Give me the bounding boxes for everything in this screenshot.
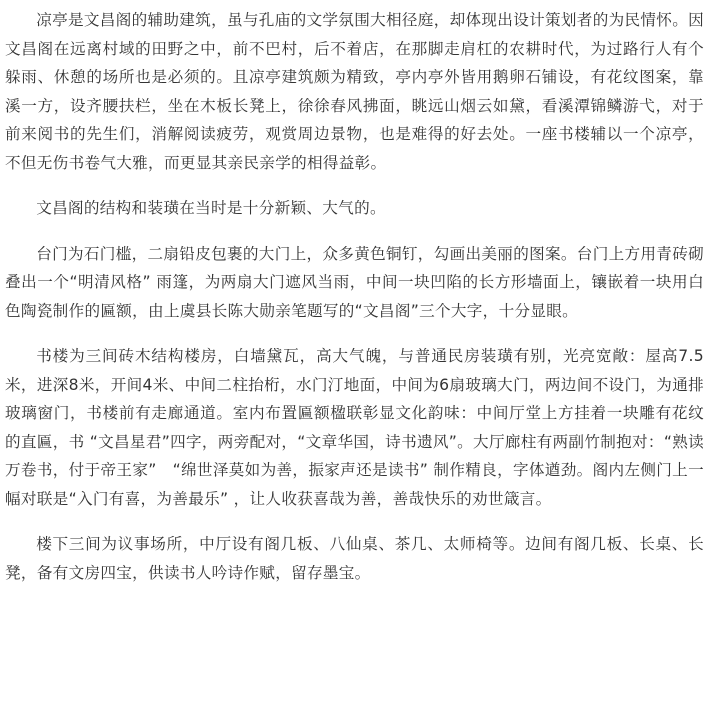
paragraph-structure-intro: 文昌阁的结构和装璜在当时是十分新颖、大气的。 [36, 199, 386, 217]
paragraph-gate: 台门为石门槛，二扇铅皮包裹的大门上，众多黄色铜钉，勾画出美丽的图案。台门上方用青砖砌叠出一个“明清风格” 雨篷，为两扇大门遮风当雨，中间一块凹陷的长方形墙面上，镶嵌着一块用白色陶瓷制作的匾额，由上虞县长陈大勋亲笔题写的“文昌阁”三个大字，十分显眼。 [5, 244, 704, 320]
paragraph-ground-floor: 楼下三间为议事场所，中厅设有阁几板、八仙桌、茶几、太师椅等。边间有阁几板、长桌、长凳，备有文房四宝，供读书人吟诗作赋，留存墨宝。 [5, 535, 704, 582]
paragraph-library-building: 书楼为三间砖木结构楼房，白墙黛瓦，高大气魄，与普通民房装璜有别，光亮宽敞：屋高7.5米，进深8米，开间4米、中间二柱抬桁，水门汀地面，中间为6扇玻璃大门，两边间不设门，为通排玻璃窗门，书楼前有走廊通道。室内布置匾额楹联彰显文化韵味：中间厅堂上方挂着一块雕有花纹的直匾，书 “文昌星君”四字，两旁配对，“文章华国，诗书遗风”。大厅廊柱有两副竹制抱对：“熟读万卷书，付于帝王家” “绵世泽莫如为善，振家声还是读书” 制作精良，字体遒劲。阁内左侧门上一幅对联是“入门有喜，为善最乐” ，让人收获喜哉为善，善哉快乐的劝世箴言。 [5, 347, 704, 508]
paragraph-pavilion: 凉亭是文昌阁的辅助建筑，虽与孔庙的文学氛围大相径庭，却体现出设计策划者的为民情怀。因文昌阁在远离村域的田野之中，前不巴村，后不着店，在那脚走肩杠的农耕时代，为过路行人有个躲雨、休憩的场所也是必须的。且凉亭建筑颇为精致，亭内亭外皆用鹅卵石铺设，有花纹图案，靠溪一方，设齐腰扶栏，坐在木板长凳上，徐徐春风拂面，眺远山烟云如黛，看溪潭锦鳞游弋，对于前来阅书的先生们，消解阅读疲劳，观赏周边景物，也是难得的好去处。一座书楼辅以一个凉亭，不但无伤书卷气大雅，而更显其亲民亲学的相得益彰。 [5, 11, 704, 172]
